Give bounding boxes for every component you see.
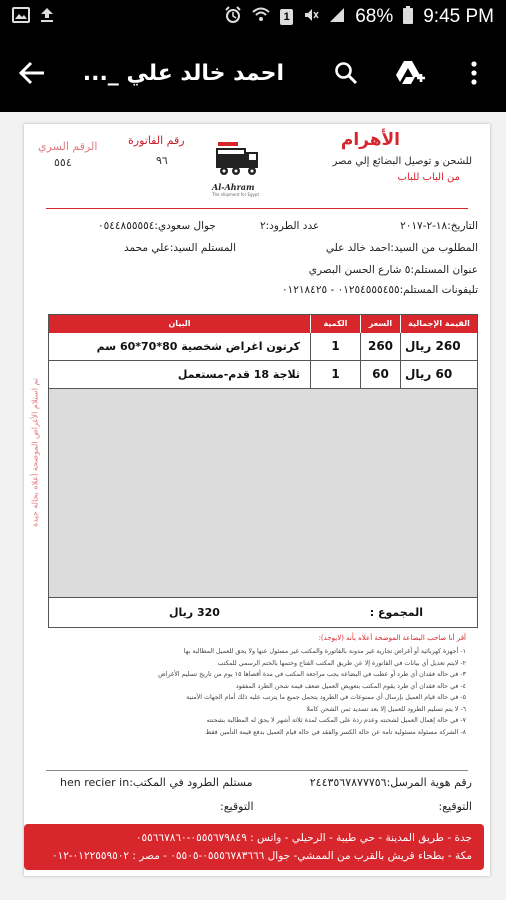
row-price: 60 [360, 361, 400, 388]
more-options-button[interactable] [442, 45, 506, 101]
wifi-icon [252, 7, 270, 28]
drive-add-icon [395, 60, 425, 86]
invoice-number: ٩٦ [156, 154, 168, 167]
mute-icon [303, 7, 319, 28]
term-item: ٧- في حالة إهمال العميل لشحنته وعدم ردة على المكتب لمدة ثلاثة أشهر لا يحق له المطالبة بشحنته [206, 717, 466, 724]
invoice-header [24, 124, 490, 204]
receiver-address-line: عنوان المستلم:٥ شارع الحسن البصري [308, 264, 478, 276]
term-item: ٢- لايتم تعديل أي بيانات في الفاتورة إلا عن طريق المكتب الفتاح وختمها بالختم الرسمي للمكتب [217, 659, 466, 667]
terms-divider [46, 770, 468, 771]
row-total: 260 ريال [400, 333, 477, 360]
upload-icon [40, 7, 54, 28]
total-row [49, 597, 477, 627]
gallery-notification-icon [12, 7, 30, 28]
alarm-icon [224, 6, 242, 29]
signal-icon [329, 7, 345, 28]
serial-number-label: الرقم السري [38, 140, 98, 153]
battery-icon [403, 6, 413, 29]
status-bar [0, 0, 506, 34]
column-qty: الكمية [310, 315, 360, 333]
column-total: القيمة الإجمالية [400, 315, 477, 333]
search-button[interactable] [314, 45, 378, 101]
row-description: ثلاجة 18 قدم-مستعمل [177, 368, 300, 381]
header-divider [46, 208, 468, 209]
footer-jeddah-line: جدة - طريق المدينة - حي طيبة - الرحيلي - واتس : ٠٥٥٥٦٧٩٨٤٩-٠٥٥٦٦٧٨٦٠ [135, 832, 472, 844]
company-tagline: للشحن و توصيل البضائع إلي مصر [332, 156, 472, 167]
arrow-back-icon [19, 61, 45, 85]
more-vert-icon [471, 61, 477, 85]
items-table [48, 314, 478, 628]
table-header [49, 315, 477, 333]
column-description: البيان [168, 319, 191, 328]
row-qty: 1 [310, 333, 360, 360]
term-item: ٣- في حالة فقدان أي طرد أو عطب في البضاعة يجب مراجعة المكتب في مدة أقصاها ١٥ يوم من تاريخ تسليم الأغراض [158, 671, 466, 678]
row-qty: 1 [310, 361, 360, 388]
company-name: الأهرام [340, 130, 400, 150]
sender-signature-label: التوقيع: [438, 800, 472, 813]
receiver-phones-line: تليفونات المستلم:٠١٢٥٤٥٥٥٤٥٥ - ٠١٢١٨٤٢٥ [281, 284, 478, 296]
row-price: 260 [360, 333, 400, 360]
footer-makkah-line: مكة - بطحاء قريش بالقرب من الممشي- جوال ٠٥٥٥٦٧٨٣٦٦٦-٠٥٥٠٥ - مصر : ٠١٢٢٥٥٩٥٠٢-٠١٢ [51, 850, 472, 862]
logo-subcaption: The shipment for Egypt [212, 192, 260, 197]
invoice-number-label: رقم الفاتورة [128, 134, 185, 147]
total-value: 320 ريال [169, 606, 220, 619]
column-price: السعر [360, 315, 400, 333]
back-button[interactable] [0, 45, 64, 101]
battery-percent: 68% [355, 6, 394, 27]
date-line: التاريخ:١٨-٢-٢٠١٧ [400, 220, 478, 232]
pdf-viewer[interactable] [0, 112, 506, 900]
serial-number: ٥٥٤ [54, 156, 72, 169]
logo-caption: Al-Ahram [212, 182, 255, 192]
table-row [49, 361, 477, 389]
sim-number: 1 [280, 9, 293, 25]
term-item: ٤- في حالة فقدان أي طرد يقوم المكتب بتعويض العميل ضعف قيمة شحن الطرد المفقود [235, 682, 466, 690]
term-item: ٨- الشركة مسئولة مسئولية تامة عن حالة الكسر والفقد في حالة قيام العميل بدفع قيمة التأمين فقط [205, 728, 466, 736]
office-receiver-line: مستلم الطرود في المكتب:hen recier in [60, 776, 253, 789]
saudi-mobile-line: جوال سعودي:٠٥٤٤٨٥٥٥٥٤ [98, 220, 216, 232]
parcels-count-line: عدد الطرود:٢ [260, 220, 320, 232]
row-description: كرتون اغراض شخصية 80*70*60 سم [96, 340, 300, 353]
invoice-page [24, 124, 490, 876]
receiver-line: المستلم السيد:علي محمد [124, 242, 237, 254]
term-item: ٦- لا يتم تسليم الطرود للعميل إلا بعد تسديد ثمن الشحن كاملا [306, 705, 466, 713]
app-toolbar [0, 34, 506, 112]
term-item: ٥- في حالة قيام العميل بإرسال أي ممنوعات في الطرود يتحمل جميع ما يترتب عليه ذلك أمام الجهات الأمنية [186, 694, 466, 701]
office-signature-label: التوقيع: [220, 800, 254, 813]
terms-title: أقر أنا صاحب البضاعة الموضحة أعلاه بأنه (لايوجد): [318, 634, 466, 642]
clock: 9:45 PM [423, 6, 494, 27]
add-to-drive-button[interactable] [378, 45, 442, 101]
table-row [49, 333, 477, 361]
row-total: 60 ريال [400, 361, 477, 388]
sender-id-line: رقم هوية المرسل:٢٤٤٣٥٦٧٨٧٧٧٥٦ [309, 776, 472, 789]
contact-footer [24, 824, 484, 870]
search-icon [334, 61, 358, 85]
total-label: المجموع : [369, 606, 423, 619]
terms-list [46, 646, 466, 738]
company-tagline-2: من الباب للباب [397, 172, 460, 183]
requested-from-line: المطلوب من السيد:احمد خالد علي [325, 242, 478, 254]
document-title: احمد خالد علي _... [82, 60, 284, 86]
term-item: ١- أجهزة كهربائية أو أغراض تجارية غير مدونة بالفاتورة والمكتب غير مسئول عنها ولا يحق للعميل المطالبة بها [183, 648, 466, 655]
empty-rows-area [49, 389, 477, 597]
side-note: تم استلام الأغراض الموضحة أعلاه بحالة جيدة [30, 377, 40, 528]
